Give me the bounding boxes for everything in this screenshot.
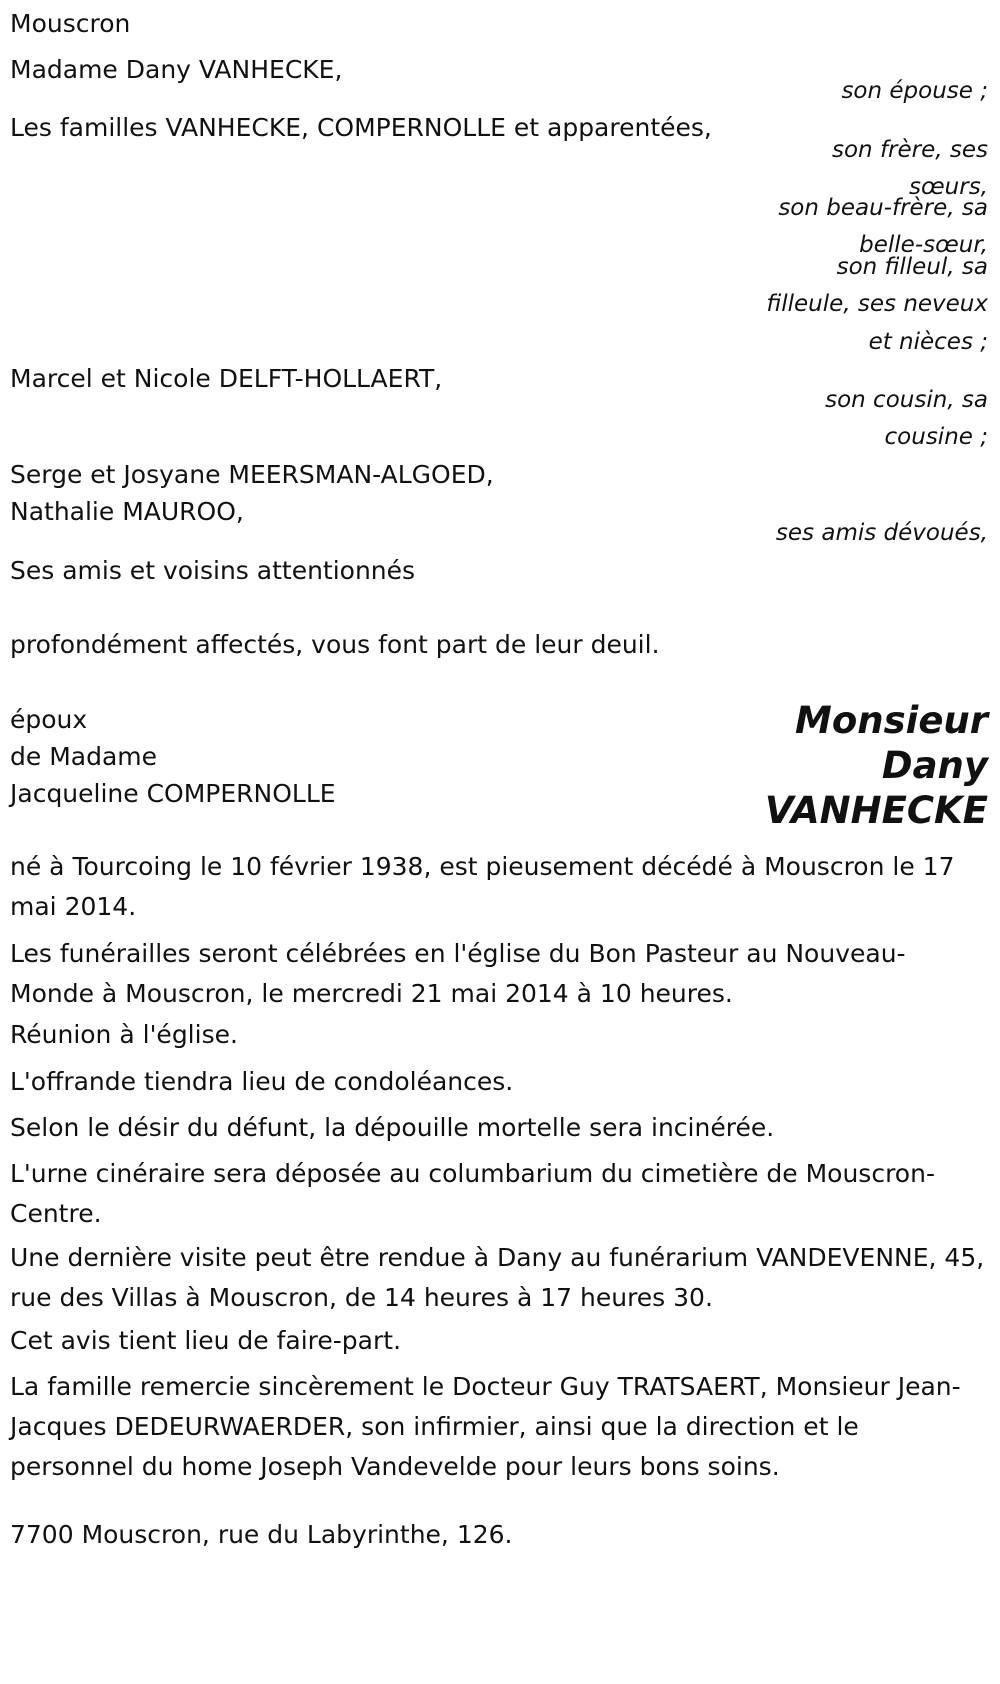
mourner-relation: son beau-frère, sa — [778, 195, 988, 221]
notice-paragraph: Cet avis tient lieu de faire-part. — [10, 1326, 402, 1355]
deceased-title: Monsieur — [795, 699, 988, 742]
funeral-paragraph: Les funérailles seront célébrées en l'église du Bon Pasteur au Nouveau-Monde à Mouscron, le mercredi 21 mai 2014 à 10 heures. — [10, 939, 906, 1008]
mourner-name: Madame Dany VANHECKE, — [10, 55, 343, 84]
address: 7700 Mouscron, rue du Labyrinthe, 126. — [10, 1520, 513, 1549]
mourner-relation: son filleul, sa — [836, 254, 988, 280]
cremation-paragraph: Selon le désir du défunt, la dépouille mortelle sera incinérée. — [10, 1113, 775, 1142]
mourner-name: Les familles VANHECKE, COMPERNOLLE et apparentées, — [10, 113, 712, 142]
visit-paragraph: Une dernière visite peut être rendue à Dany au funérarium VANDEVENNE, 45, rue des Villas à Mouscron, de 14 heures à 17 heures 30. — [10, 1243, 985, 1312]
mourner-relation: cousine ; — [884, 424, 988, 450]
mourner-relation: sœurs, — [909, 174, 988, 200]
mourner-name: Ses amis et voisins attentionnés — [10, 556, 416, 585]
mourner-relation: filleule, ses neveux — [766, 291, 988, 317]
thanks-paragraph: La famille remercie sincèrement le Docteur Guy TRATSAERT, Monsieur Jean-Jacques DEDEURWAERDER, son infirmier, ainsi que la direction et le personnel du home Joseph Vandevelde pour leurs bons soins. — [10, 1372, 961, 1481]
mourner-relation: belle-sœur, — [859, 232, 988, 258]
mourner-relation: son cousin, sa — [825, 387, 988, 413]
urn-paragraph: L'urne cinéraire sera déposée au columbarium du cimetière de Mouscron-Centre. — [10, 1159, 935, 1228]
spouse-line: de Madame — [10, 742, 158, 771]
mourner-name: Nathalie MAUROO, — [10, 497, 244, 526]
spouse-line: époux — [10, 705, 88, 734]
offering-paragraph: L'offrande tiendra lieu de condoléances. — [10, 1067, 514, 1096]
mourner-relation: son frère, ses — [832, 137, 988, 163]
town-header: Mouscron — [10, 9, 131, 38]
mourner-relation: son épouse ; — [841, 78, 988, 104]
announcement: profondément affectés, vous font part de leur deuil. — [10, 630, 660, 659]
mourner-relation: et nièces ; — [868, 329, 988, 355]
meeting-paragraph: Réunion à l'église. — [10, 1020, 238, 1049]
deceased-first-name: Dany — [881, 744, 988, 787]
spouse-line: Jacqueline COMPERNOLLE — [10, 779, 336, 808]
deceased-last-name: VANHECKE — [764, 789, 988, 832]
birth-death-paragraph: né à Tourcoing le 10 février 1938, est pieusement décédé à Mouscron le 17 mai 2014. — [10, 852, 955, 921]
mourner-name: Marcel et Nicole DELFT-HOLLAERT, — [10, 364, 443, 393]
mourner-name: Serge et Josyane MEERSMAN-ALGOED, — [10, 460, 494, 489]
mourner-relation: ses amis dévoués, — [775, 520, 988, 546]
